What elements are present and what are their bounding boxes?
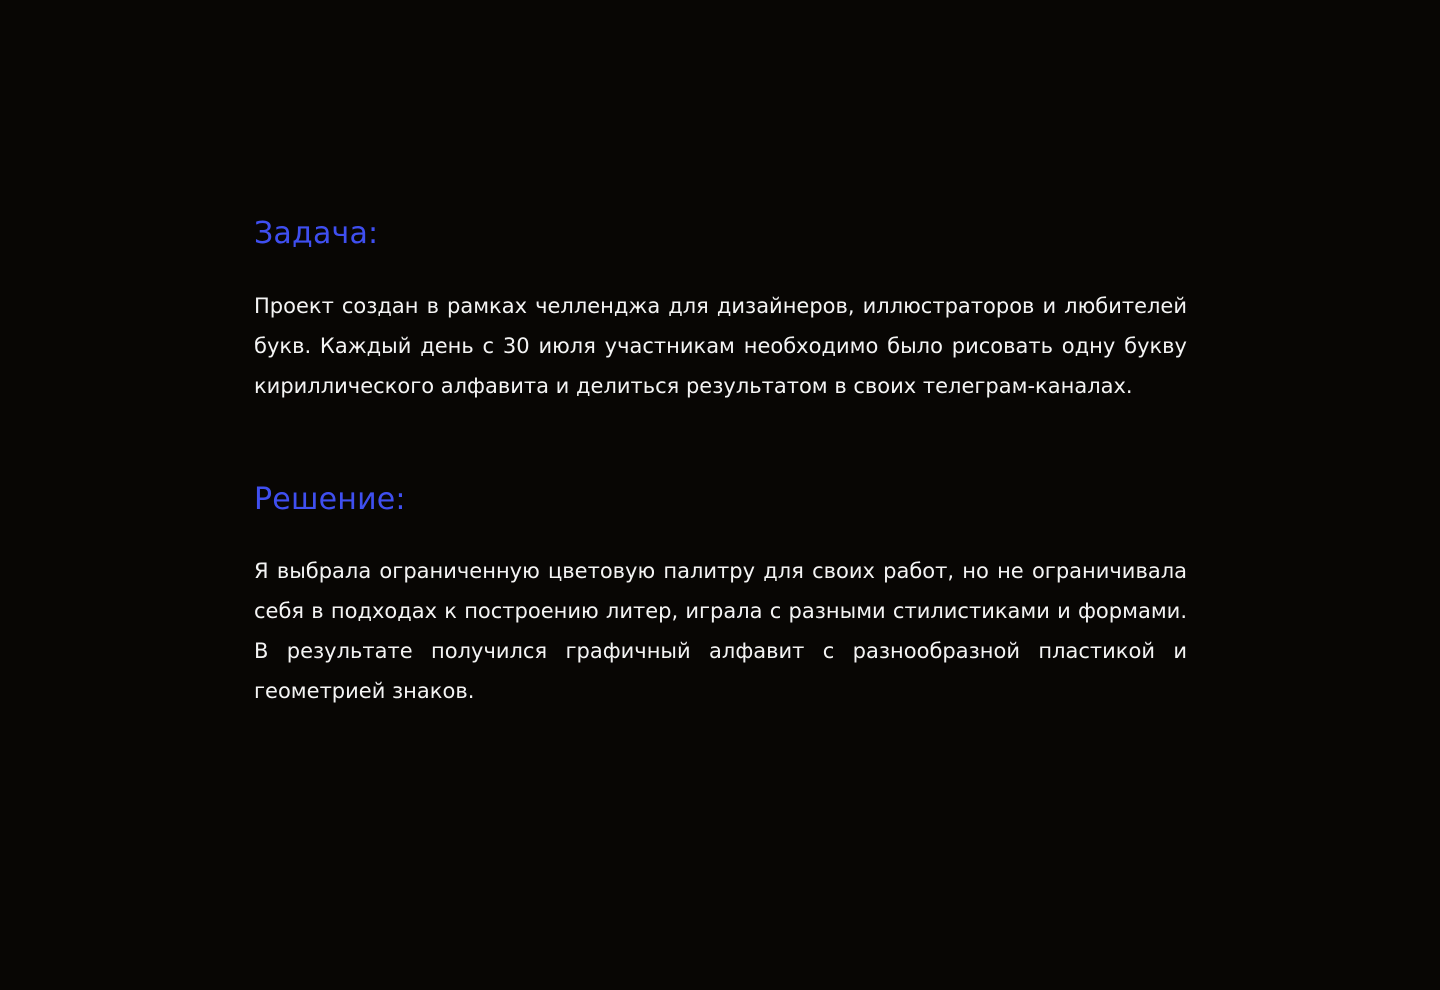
solution-heading: Решение: <box>254 482 406 517</box>
solution-description: Я выбрала ограниченную цветовую палитру для своих работ, но не ограничивала себя в подходах к построению литер, играла с разными стилистиками и формами. В результате получился графичный алфавит с разнообразной пластикой и геометрией знаков. <box>254 559 1187 703</box>
task-heading: Задача: <box>254 216 379 251</box>
task-description: Проект создан в рамках челленджа для дизайнеров, иллюстраторов и любителей букв. Каждый день с 30 июля участникам необходимо было рисовать одну букву кириллического алфавита и делиться результатом в своих телеграм-каналах. <box>254 294 1187 398</box>
content-section <box>254 214 1187 711</box>
